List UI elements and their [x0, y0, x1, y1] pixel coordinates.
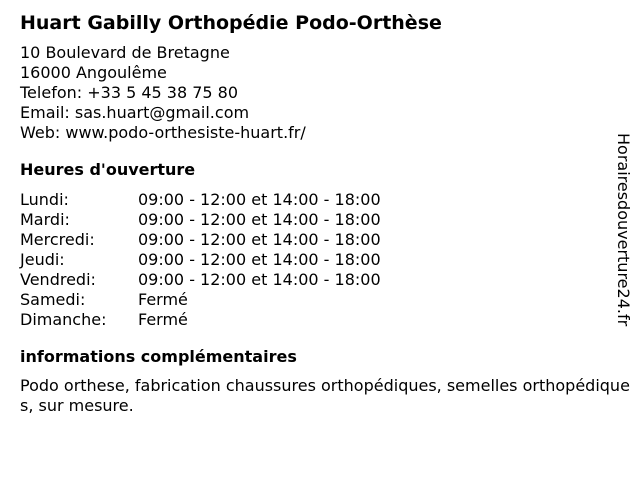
day-hours: Fermé	[138, 290, 188, 309]
hours-row	[20, 210, 381, 230]
street-address: 10 Boulevard de Bretagne	[20, 43, 230, 62]
day-label: Dimanche:	[20, 310, 107, 329]
hours-row	[20, 270, 381, 290]
watermark-text: Horairesdouverture24.fr	[614, 133, 633, 327]
additional-info-text: Podo orthese, fabrication chaussures orthopédiques, semelles orthopédiques, sur mesure.	[20, 376, 630, 415]
day-label: Vendredi:	[20, 270, 96, 289]
hours-row	[20, 230, 381, 250]
email-address: Email: sas.huart@gmail.com	[20, 103, 250, 122]
opening-hours-title: Heures d'ouverture	[20, 160, 196, 179]
day-hours: 09:00 - 12:00 et 14:00 - 18:00	[138, 250, 381, 269]
day-hours: 09:00 - 12:00 et 14:00 - 18:00	[138, 230, 381, 249]
hours-row	[20, 190, 381, 210]
day-label: Jeudi:	[20, 250, 65, 269]
day-hours: Fermé	[138, 310, 188, 329]
business-listing	[20, 10, 632, 416]
hours-row	[20, 310, 381, 330]
city-address: 16000 Angoulême	[20, 63, 167, 82]
day-label: Samedi:	[20, 290, 86, 309]
phone-number: Telefon: +33 5 45 38 75 80	[20, 83, 239, 102]
hours-row	[20, 250, 381, 270]
additional-info-title: informations complémentaires	[20, 347, 297, 366]
opening-hours-table	[20, 190, 381, 330]
business-name: Huart Gabilly Orthopédie Podo-Orthèse	[20, 12, 442, 34]
website-link: Web: www.podo-orthesiste-huart.fr/	[20, 123, 306, 142]
day-hours: 09:00 - 12:00 et 14:00 - 18:00	[138, 210, 381, 229]
day-hours: 09:00 - 12:00 et 14:00 - 18:00	[138, 190, 381, 209]
day-hours: 09:00 - 12:00 et 14:00 - 18:00	[138, 270, 381, 289]
hours-row	[20, 290, 381, 310]
day-label: Mardi:	[20, 210, 70, 229]
contact-block	[20, 43, 632, 143]
day-label: Lundi:	[20, 190, 69, 209]
day-label: Mercredi:	[20, 230, 95, 249]
